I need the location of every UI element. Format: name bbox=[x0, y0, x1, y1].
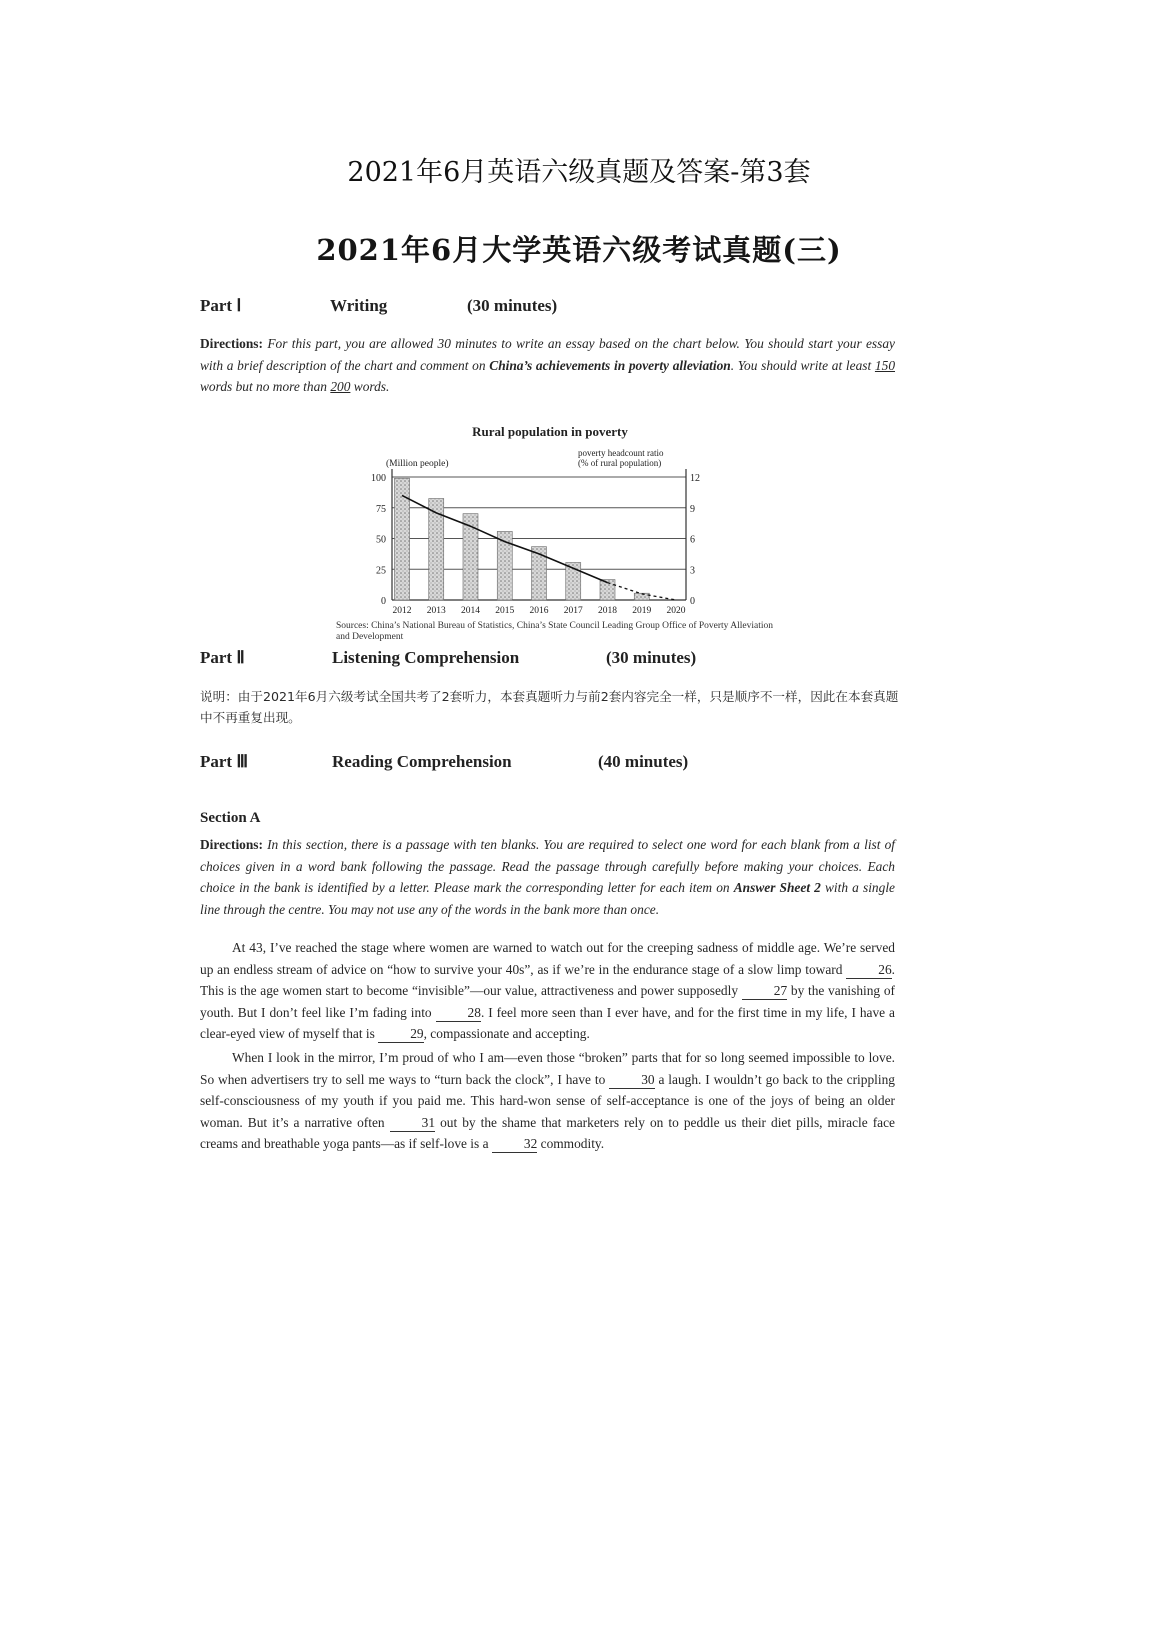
blank-28: 28 bbox=[436, 1005, 481, 1022]
x-tick-label: 2013 bbox=[426, 606, 446, 616]
x-tick-label: 2014 bbox=[461, 606, 480, 616]
poverty-chart bbox=[0, 0, 1158, 620]
bar-2017 bbox=[566, 563, 581, 600]
x-tick-label: 2017 bbox=[563, 606, 583, 616]
x-tick-label: 2019 bbox=[632, 606, 652, 616]
y-tick-label: 50 bbox=[376, 534, 386, 546]
directions-label: Directions: bbox=[200, 837, 263, 852]
x-tick-label: 2015 bbox=[495, 606, 515, 616]
bar-2018 bbox=[600, 580, 615, 600]
blank-29: 29 bbox=[378, 1026, 423, 1043]
x-tick-label: 2012 bbox=[392, 606, 412, 616]
y-tick-label: 0 bbox=[381, 596, 386, 607]
y-tick-label: 100 bbox=[371, 473, 386, 484]
y2-tick-label: 9 bbox=[690, 503, 695, 515]
answer-sheet-label: Answer Sheet 2 bbox=[733, 880, 821, 895]
part1-time: (30 minutes) bbox=[467, 296, 558, 315]
part3-name: Reading Comprehension bbox=[332, 752, 512, 771]
y2-axis-label-unit: (% of rural population) bbox=[578, 458, 662, 468]
blank-26: 26 bbox=[846, 962, 891, 979]
y2-tick-label: 3 bbox=[690, 565, 695, 577]
bar-2014 bbox=[463, 514, 478, 600]
y-axis-label: (Million people) bbox=[386, 459, 449, 469]
bar-2013 bbox=[429, 499, 444, 600]
bar-2015 bbox=[497, 531, 512, 600]
y2-tick-label: 12 bbox=[690, 473, 700, 484]
blank-27: 27 bbox=[742, 983, 787, 1000]
passage-paragraph-1: At 43, I’ve reached the stage where women are warned to watch out for the creeping sadness of middle age. We’re served up an endless stream of advice on “how to survive your 40s”, as if we’re in the endurance stage of a slow limp toward 26. This is the age women start to become “invisible”—our value, attractiveness and power supposedly 27 by the vanishing of youth. But I don’t feel like I’m fading into 28. I feel more seen than I ever have, and for the first time in my life, I have a clear-eyed view of myself that is 29, compassionate and accepting. bbox=[200, 940, 895, 1041]
exam-title: 2021年6月大学英语六级考试真题(三) bbox=[316, 233, 842, 267]
part3-number: Part Ⅲ bbox=[200, 752, 249, 771]
part3-time: (40 minutes) bbox=[598, 752, 689, 771]
y-tick-label: 25 bbox=[376, 565, 386, 577]
part1-name: Writing bbox=[330, 296, 388, 315]
y2-tick-label: 0 bbox=[690, 596, 695, 607]
blank-31: 31 bbox=[390, 1115, 435, 1132]
chart-title: Rural population in poverty bbox=[472, 424, 628, 439]
max-words: 200 bbox=[330, 379, 351, 394]
y2-axis-label: poverty headcount ratio bbox=[578, 448, 664, 458]
x-tick-label: 2020 bbox=[666, 606, 686, 616]
listening-note: 说明：由于2021年6月六级考试全国共考了2套听力，本套真题听力与前2套内容完全一样，只是顺序不一样，因此在本套真题中不再重复出现。 bbox=[200, 689, 899, 725]
ratio-line-projected bbox=[608, 583, 677, 600]
blank-32: 32 bbox=[492, 1136, 537, 1153]
blank-30: 30 bbox=[609, 1072, 654, 1089]
bar-2016 bbox=[532, 547, 547, 600]
part1-directions: Directions: For this part, you are allowed 30 minutes to write an essay based on the chart below. You should start your essay with a brief description of the chart and comment on China’s achievements in poverty alleviation. You should write at least 150 words but no more than 200 words. bbox=[200, 336, 896, 394]
passage-paragraph-2: When I look in the mirror, I’m proud of who I am—even those “broken” parts that for so long seemed impossible to love. So when advertisers try to sell me ways to “turn back the clock”, I have to 30 a laugh. I wouldn’t go back to the crippling self-consciousness of my youth if you paid me. This hard-won sense of self-acceptance is one of the joys of being an older woman. But it’s a narrative often 31 out by the shame that marketers rely on to peddle us their diet pills, miracle face creams and breathable yoga pants—as if self-love is a 32 commodity. bbox=[200, 1050, 896, 1151]
emphasis-text: China’s achievements in poverty alleviation bbox=[489, 357, 731, 373]
min-words: 150 bbox=[874, 357, 896, 373]
directions-label: Directions: bbox=[200, 336, 263, 351]
x-tick-label: 2016 bbox=[529, 606, 549, 616]
part2-name: Listening Comprehension bbox=[332, 648, 520, 667]
part1-number: Part Ⅰ bbox=[200, 296, 242, 315]
part3-directions: Directions: In this section, there is a passage with ten blanks. You are required to select one word for each blank from a list of choices given in a word bank following the passage. Read the passage through carefully before making your choices. Each choice in the bank is identified by a letter. Please mark the corresponding letter for each item on Answer Sheet 2 with a single line through the centre. You may not use any of the words in the bank more than once. bbox=[200, 837, 895, 917]
section-a-heading: Section A bbox=[200, 810, 261, 826]
ratio-line bbox=[402, 495, 608, 582]
y-tick-label: 75 bbox=[376, 503, 386, 515]
y2-tick-label: 6 bbox=[690, 534, 695, 546]
part2-time: (30 minutes) bbox=[606, 648, 697, 667]
x-tick-label: 2018 bbox=[598, 606, 617, 616]
chart-source: Sources: China’s National Bureau of Statistics, China’s State Council Leading Group Office of Poverty Alleviation and Development bbox=[336, 621, 774, 642]
bar-2012 bbox=[395, 478, 410, 600]
part2-number: Part Ⅱ bbox=[200, 648, 245, 667]
bar-2019 bbox=[634, 593, 649, 600]
document-title: 2021年6月英语六级真题及答案-第3套 bbox=[347, 157, 811, 188]
